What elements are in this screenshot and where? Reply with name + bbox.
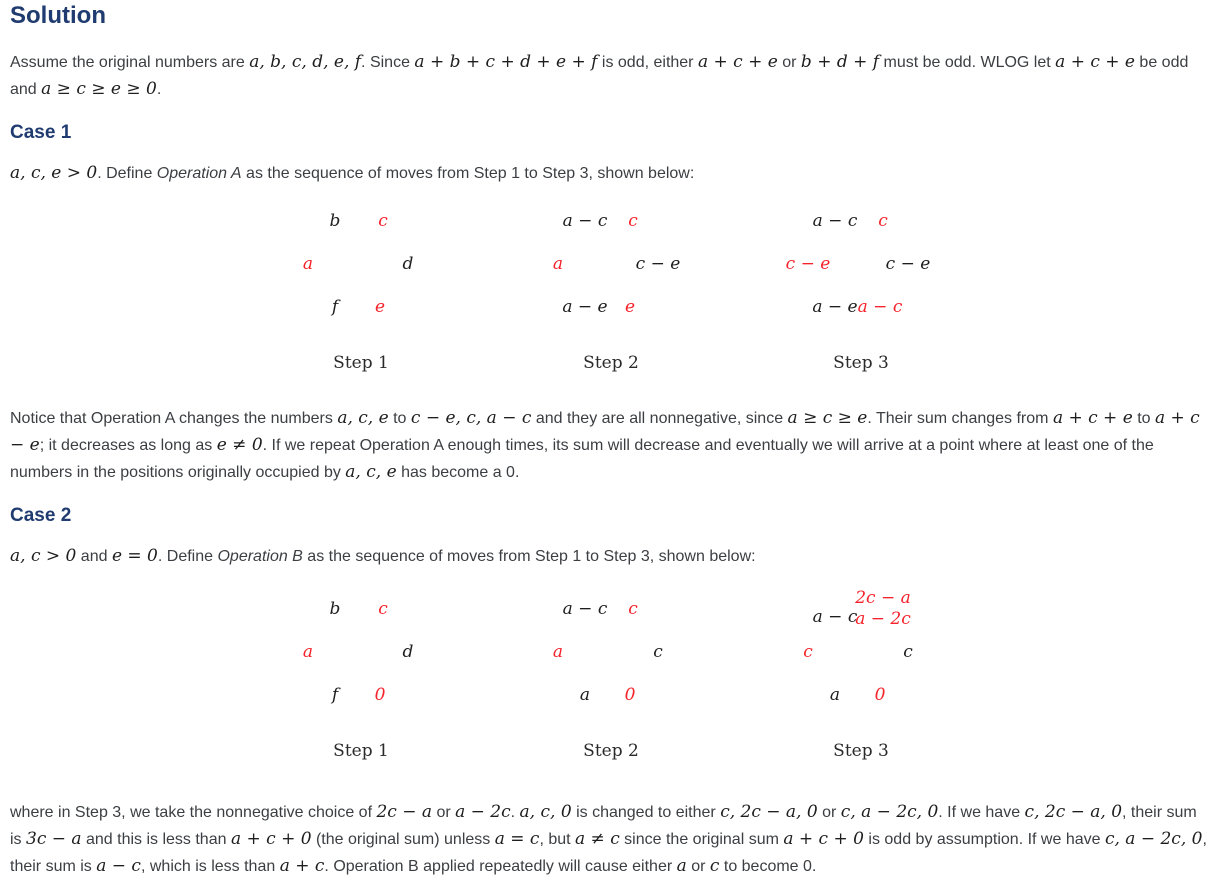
- hex-bot-right: e: [624, 297, 636, 317]
- hex-top-left: a − c: [562, 211, 608, 231]
- hex-mid-right: c: [653, 642, 663, 662]
- page-title: Solution: [10, 2, 106, 29]
- hex-bot-left: f: [331, 685, 339, 705]
- case2-heading: Case 2: [10, 505, 72, 526]
- hex-top-right: c: [378, 599, 388, 619]
- case2-figure-row: [250, 588, 1207, 771]
- hex-mid-right: c − e: [885, 254, 931, 274]
- case1-hexagon-step2: [500, 207, 720, 383]
- case1-notice-paragraph: Notice that Operation A changes the numbers a, c, e to c − e, c, a − c and they are all nonnegative, since a ≥ c ≥ e. Their sum changes from a + c + e to a + c − e; it decreases as long as e ≠ 0. If we repeat Operation A enough times, its sum will decrease and eventually we will arrive at a point where at least one of the numbers in the positions originally occupied by a, c, e has become a 0.: [10, 408, 1206, 482]
- hex-bot-left: a − e: [562, 297, 608, 317]
- hex-top-left: a − c: [812, 211, 858, 231]
- step-label: Step 2: [583, 353, 639, 373]
- hex-bot-right: 0: [874, 685, 886, 705]
- intro-paragraph: Assume the original numbers are a, b, c, d, e, f. Since a + b + c + d + e + f is odd, either a + c + e or b + d + f must be odd. WLOG let a + c + e be odd and a ≥ c ≥ e ≥ 0.: [10, 52, 1189, 99]
- choice-lower: a − 2c: [855, 609, 911, 629]
- case1-intro-paragraph: a, c, e > 0. Define Operation A as the sequence of moves from Step 1 to Step 3, shown below:: [10, 163, 695, 183]
- step-label: Step 3: [833, 353, 889, 373]
- hex-mid-left: c: [803, 642, 813, 662]
- hex-mid-left: a: [302, 642, 314, 662]
- hex-mid-left: a: [302, 254, 314, 274]
- hex-mid-left: a: [552, 642, 564, 662]
- case2-hexagon-step2: [500, 595, 720, 771]
- hex-top-right: c: [378, 211, 388, 231]
- step-label: Step 1: [333, 353, 389, 373]
- hex-top-left: a − c: [812, 607, 858, 627]
- hex-bot-right: 0: [374, 685, 386, 705]
- hex-bot-right: 0: [624, 685, 636, 705]
- case1-hexagon-step1: [250, 207, 470, 383]
- hex-bot-left: f: [331, 297, 339, 317]
- hex-top-right-choices: [855, 588, 911, 630]
- hex-bot-left: a: [579, 685, 591, 705]
- case1-hexagon-step3: [750, 207, 970, 383]
- hex-mid-right: c − e: [635, 254, 681, 274]
- hex-bot-left: a: [829, 685, 841, 705]
- hex-mid-right: d: [402, 642, 414, 662]
- hex-top-right: c: [878, 211, 888, 231]
- step-label: Step 1: [333, 741, 389, 761]
- step-label: Step 3: [833, 741, 889, 761]
- hex-top-left: b: [329, 599, 341, 619]
- hex-top-right: c: [628, 599, 638, 619]
- case2-hexagon-step3: [750, 588, 970, 771]
- case2-hexagon-step1: [250, 595, 470, 771]
- case1-heading: Case 1: [10, 122, 72, 143]
- hex-mid-right: c: [903, 642, 913, 662]
- step-label: Step 2: [583, 741, 639, 761]
- hex-top-left: b: [329, 211, 341, 231]
- choice-upper: 2c − a: [855, 588, 911, 608]
- hex-bot-right: a − c: [857, 297, 903, 317]
- case2-conclusion-paragraph: where in Step 3, we take the nonnegative choice of 2c − a or a − 2c. a, c, 0 is changed to either c, 2c − a, 0 or c, a − 2c, 0. If we have c, 2c − a, 0, their sum is 3c − a and this is less than a + c + 0 (the original sum) unless a = c, but a ≠ c since the original sum a + c + 0 is odd by assumption. If we have c, a − 2c, 0, their sum is a − c, which is less than a + c. Operation B applied repeatedly will cause either a or c to become 0.: [10, 802, 1207, 876]
- hex-top-left: a − c: [562, 599, 608, 619]
- case1-figure-row: [250, 207, 1207, 383]
- hex-mid-left: c − e: [785, 254, 831, 274]
- hex-bot-right: e: [374, 297, 386, 317]
- hex-mid-right: d: [402, 254, 414, 274]
- hex-top-right: c: [628, 211, 638, 231]
- hex-bot-left: a − e: [812, 297, 858, 317]
- hex-mid-left: a: [552, 254, 564, 274]
- case2-intro-paragraph: a, c > 0 and e = 0. Define Operation B as the sequence of moves from Step 1 to Step 3, shown below:: [10, 546, 756, 566]
